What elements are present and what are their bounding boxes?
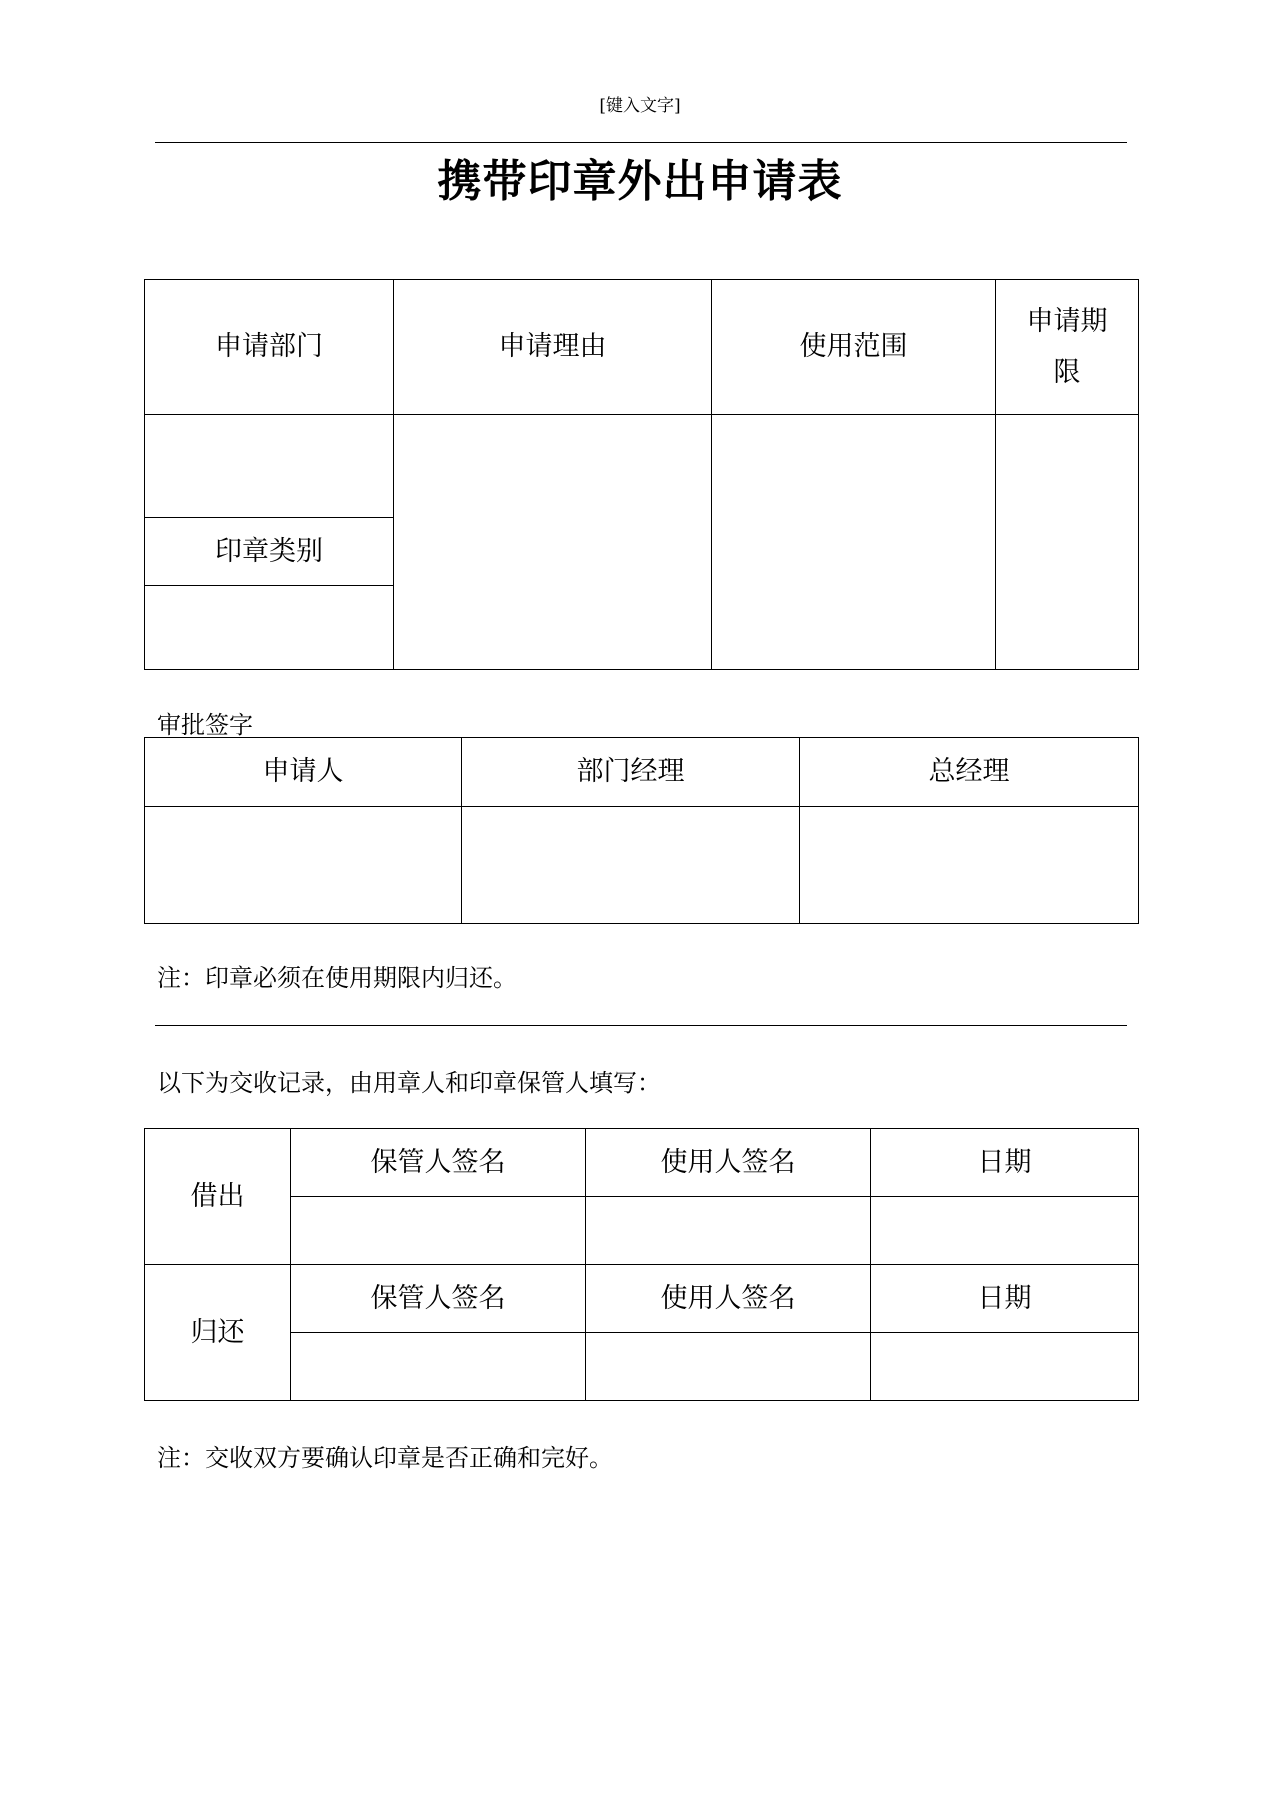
lend-keeper-signature-cell[interactable] [291,1197,586,1265]
return-deadline-note: 注：印章必须在使用期限内归还。 [157,964,517,992]
header-application-reason: 申请理由 [394,280,712,415]
handover-intro-text: 以下为交收记录，由用章人和印章保管人填写： [157,1069,661,1097]
seal-type-cell[interactable] [145,586,394,670]
header-application-period-line2: 限 [1053,357,1081,388]
application-reason-cell[interactable] [394,415,712,670]
handover-table [144,1128,1139,1401]
department-manager-signature-cell[interactable] [462,807,800,924]
return-date-cell[interactable] [871,1333,1139,1401]
header-applying-department: 申请部门 [145,280,394,415]
header-usage-scope: 使用范围 [712,280,996,415]
header-applicant: 申请人 [145,738,462,807]
header-department-manager: 部门经理 [462,738,800,807]
seal-type-label: 印章类别 [145,518,394,586]
handover-confirm-note: 注：交收双方要确认印章是否正确和完好。 [157,1444,613,1472]
lend-date-cell[interactable] [871,1197,1139,1265]
page-header-text: [键入文字] [599,96,681,116]
header-date: 日期 [871,1265,1139,1333]
approval-table [144,737,1139,924]
approval-section-label: 审批签字 [157,711,253,739]
header-general-manager: 总经理 [800,738,1139,807]
application-table [144,279,1139,670]
handover-label-return: 归还 [145,1265,291,1401]
header-date: 日期 [871,1129,1139,1197]
header-rule [155,142,1127,143]
header-user-signature: 使用人签名 [586,1129,871,1197]
lend-user-signature-cell[interactable] [586,1197,871,1265]
section-rule [155,1025,1127,1026]
header-user-signature: 使用人签名 [586,1265,871,1333]
header-keeper-signature: 保管人签名 [291,1129,586,1197]
header-application-period-line1: 申请期 [1026,305,1108,337]
page-title: 携带印章外出申请表 [437,156,843,207]
return-keeper-signature-cell[interactable] [291,1333,586,1401]
header-keeper-signature: 保管人签名 [291,1265,586,1333]
applying-department-cell[interactable] [145,415,394,518]
general-manager-signature-cell[interactable] [800,807,1139,924]
header-application-period [996,280,1139,415]
handover-label-lend: 借出 [145,1129,291,1265]
application-period-cell[interactable] [996,415,1139,670]
usage-scope-cell[interactable] [712,415,996,670]
applicant-signature-cell[interactable] [145,807,462,924]
return-user-signature-cell[interactable] [586,1333,871,1401]
